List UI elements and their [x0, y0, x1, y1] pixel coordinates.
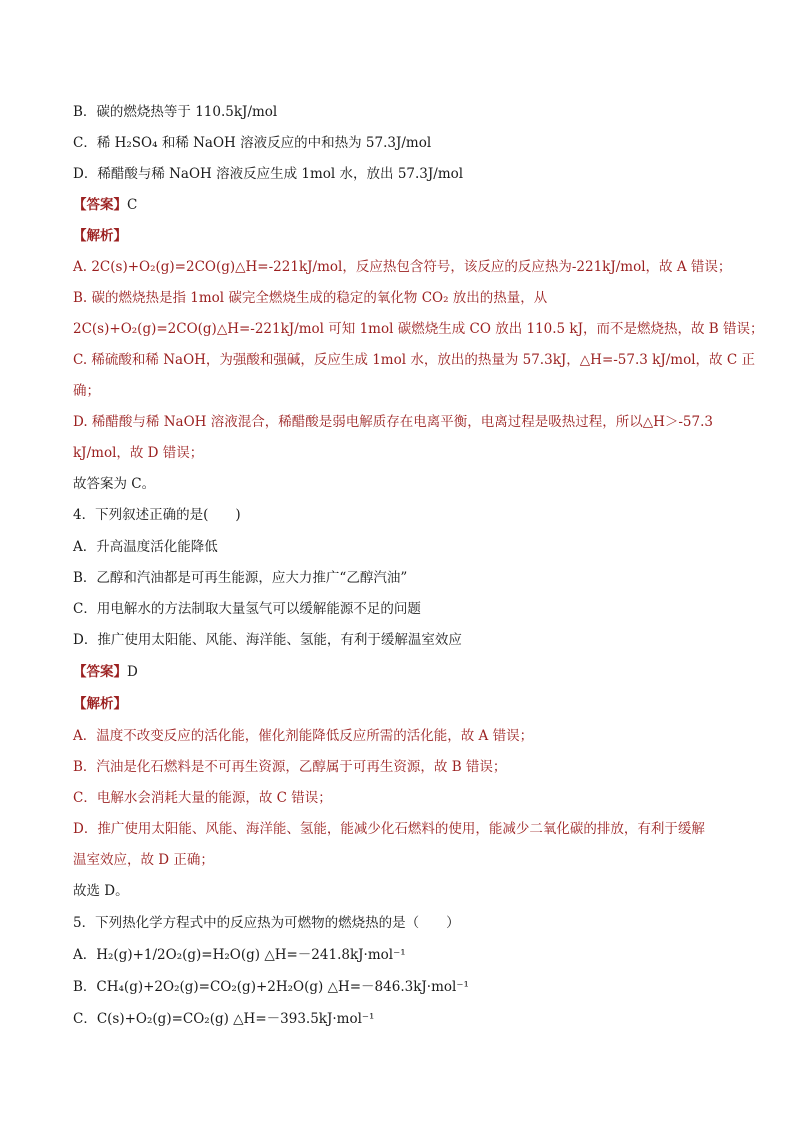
q4-stem: 4．下列叙述正确的是( )	[73, 507, 241, 523]
q5-stem: 5．下列热化学方程式中的反应热为可燃物的燃烧热的是（ ）	[73, 915, 460, 931]
q4-option-d: D．推广使用太阳能、风能、海洋能、氢能，有利于缓解温室效应	[73, 632, 462, 648]
q5-option-c: C．C(s)+O₂(g)=CO₂(g) △H=－393.5kJ·mol⁻¹	[73, 1011, 375, 1027]
q4-explanation-line: D．推广使用太阳能、风能、海洋能、氢能，能减少化石燃料的使用，能减少二氧化碳的排放，有利于缓解	[73, 821, 705, 837]
q3-explanation-line: kJ/mol，故 D 错误；	[73, 445, 204, 461]
q3-explanation-line: B. 碳的燃烧热是指 1mol 碳完全燃烧生成的稳定的氧化物 CO₂ 放出的热量，从	[73, 290, 548, 306]
answer-label: 【答案】	[73, 197, 127, 213]
q3-answer	[73, 195, 137, 215]
q3-conclusion: 故答案为 C。	[73, 476, 156, 492]
q4-conclusion: 故选 D。	[73, 883, 129, 899]
q4-option-b: B．乙醇和汽油都是可再生能源，应大力推广“乙醇汽油”	[73, 570, 408, 586]
answer-label: 【答案】	[73, 664, 127, 680]
q4-explanation-line: B．汽油是化石燃料是不可再生资源，乙醇属于可再生资源，故 B 错误；	[73, 759, 507, 775]
q3-option-c: C．稀 H₂SO₄ 和稀 NaOH 溶液反应的中和热为 57.3J/mol	[73, 135, 432, 151]
q3-option-d: D．稀醋酸与稀 NaOH 溶液反应生成 1mol 水，放出 57.3J/mol	[73, 166, 464, 182]
q3-explanation-line: D. 稀醋酸与稀 NaOH 溶液混合，稀醋酸是弱电解质存在电离平衡，电离过程是吸热过程，所以△H＞-57.3	[73, 414, 713, 430]
q4-explanation-line: C．电解水会消耗大量的能源，故 C 错误；	[73, 790, 332, 806]
q3-explanation-line: 2C(s)+O₂(g)=2CO(g)△H=-221kJ/mol 可知 1mol 碳燃烧生成 CO 放出 110.5 kJ，而不是燃烧热，故 B 错误；	[73, 321, 764, 337]
q4-explanation-line: 温室效应，故 D 正确；	[73, 852, 214, 868]
q4-option-a: A．升高温度活化能降低	[73, 539, 218, 555]
q4-analysis-label: 【解析】	[73, 696, 127, 712]
q3-explanation-line: 确；	[73, 383, 100, 399]
q5-option-a: A．H₂(g)+1/2O₂(g)=H₂O(g) △H=－241.8kJ·mol⁻¹	[73, 947, 406, 963]
q4-option-c: C．用电解水的方法制取大量氢气可以缓解能源不足的问题	[73, 601, 421, 617]
q3-option-b: B．碳的燃烧热等于 110.5kJ/mol	[73, 104, 278, 120]
q3-analysis-label: 【解析】	[73, 228, 127, 244]
answer-value: D	[127, 664, 138, 680]
q3-explanation-line: A. 2C(s)+O₂(g)=2CO(g)△H=-221kJ/mol，反应热包含符号，该反应的反应热为-221kJ/mol，故 A 错误；	[73, 259, 732, 275]
q5-option-b: B．CH₄(g)+2O₂(g)=CO₂(g)+2H₂O(g) △H=－846.3kJ·mol⁻¹	[73, 979, 469, 995]
q3-explanation-line: C. 稀硫酸和稀 NaOH，为强酸和强碱，反应生成 1mol 水，放出的热量为 57.3kJ，△H=-57.3 kJ/mol，故 C 正	[73, 352, 755, 368]
q4-answer	[73, 662, 138, 682]
answer-value: C	[127, 197, 138, 213]
q4-explanation-line: A．温度不改变反应的活化能，催化剂能降低反应所需的活化能，故 A 错误；	[73, 728, 534, 744]
